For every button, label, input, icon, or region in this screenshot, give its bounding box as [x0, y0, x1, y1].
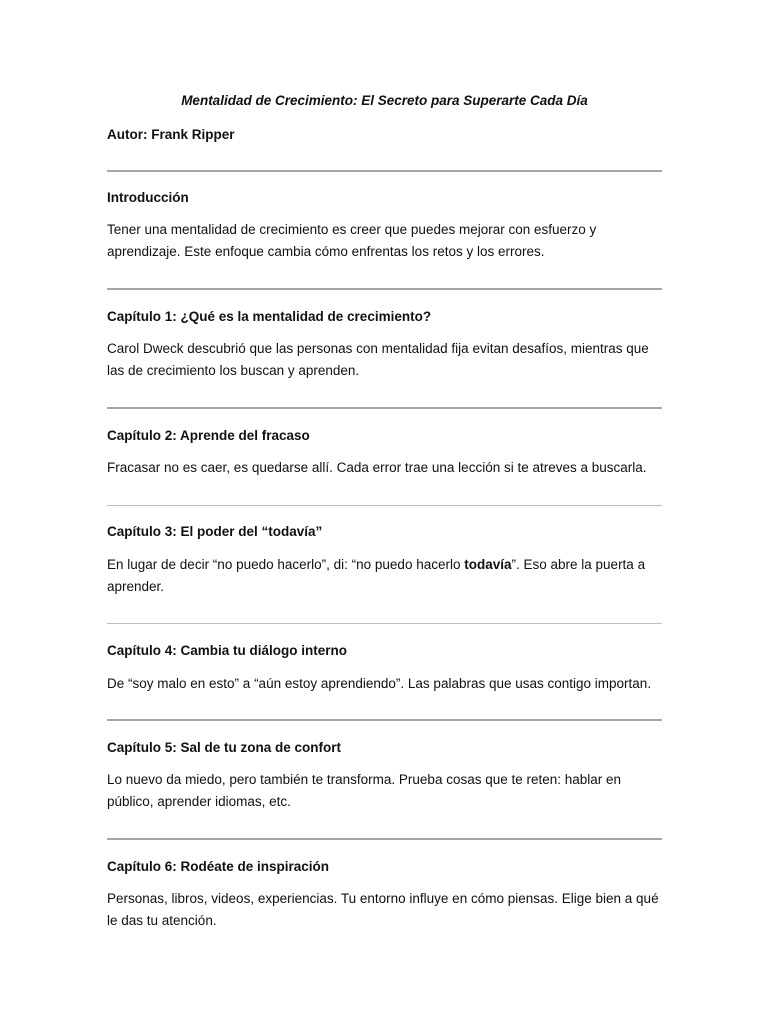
section-heading-capitulo-4: Capítulo 4: Cambia tu diálogo interno: [107, 643, 348, 658]
section-body-introduccion: Tener una mentalidad de crecimiento es creer que puedes mejorar con esfuerzo y aprendizaje. Este enfoque cambia cómo enfrentas los retos y los errores.: [107, 222, 597, 259]
section-heading-introduccion: Introducción: [107, 190, 189, 205]
document-author: Autor: Frank Ripper: [107, 127, 235, 142]
divider: [107, 288, 662, 290]
divider: [107, 407, 662, 409]
divider: [107, 838, 662, 840]
section-body-capitulo-3: [107, 554, 662, 598]
divider: [107, 719, 662, 721]
section-body-text: ”. Eso abre la puerta a aprender.: [107, 557, 646, 594]
section-heading-capitulo-1: Capítulo 1: ¿Qué es la mentalidad de crecimiento?: [107, 309, 432, 324]
section-body-capitulo-5: Lo nuevo da miedo, pero también te transforma. Prueba cosas que te reten: hablar en público, aprender idiomas, etc.: [107, 772, 622, 809]
section-heading-capitulo-3: Capítulo 3: El poder del “todavía”: [107, 524, 323, 539]
divider: [107, 170, 662, 172]
section-body-capitulo-1: Carol Dweck descubrió que las personas con mentalidad fija evitan desafíos, mientras que las de crecimiento los buscan y aprenden.: [107, 341, 649, 378]
section-body-capitulo-4: De “soy malo en esto” a “aún estoy aprendiendo”. Las palabras que usas contigo importan.: [107, 676, 652, 691]
divider: [107, 623, 662, 624]
section-heading-capitulo-6: Capítulo 6: Rodéate de inspiración: [107, 859, 330, 874]
section-body-text: En lugar de decir “no puedo hacerlo”, di: “no puedo hacerlo: [107, 557, 465, 572]
document-title: Mentalidad de Crecimiento: El Secreto para Superarte Cada Día: [181, 93, 588, 108]
divider: [107, 505, 662, 506]
section-body-capitulo-6: Personas, libros, videos, experiencias. Tu entorno influye en cómo piensas. Elige bien a qué le das tu atención.: [107, 891, 659, 928]
section-body-emphasis: todavía: [464, 557, 512, 572]
section-body-capitulo-2: Fracasar no es caer, es quedarse allí. Cada error trae una lección si te atreves a buscarla.: [107, 460, 647, 475]
section-heading-capitulo-2: Capítulo 2: Aprende del fracaso: [107, 428, 310, 443]
section-heading-capitulo-5: Capítulo 5: Sal de tu zona de confort: [107, 740, 342, 755]
